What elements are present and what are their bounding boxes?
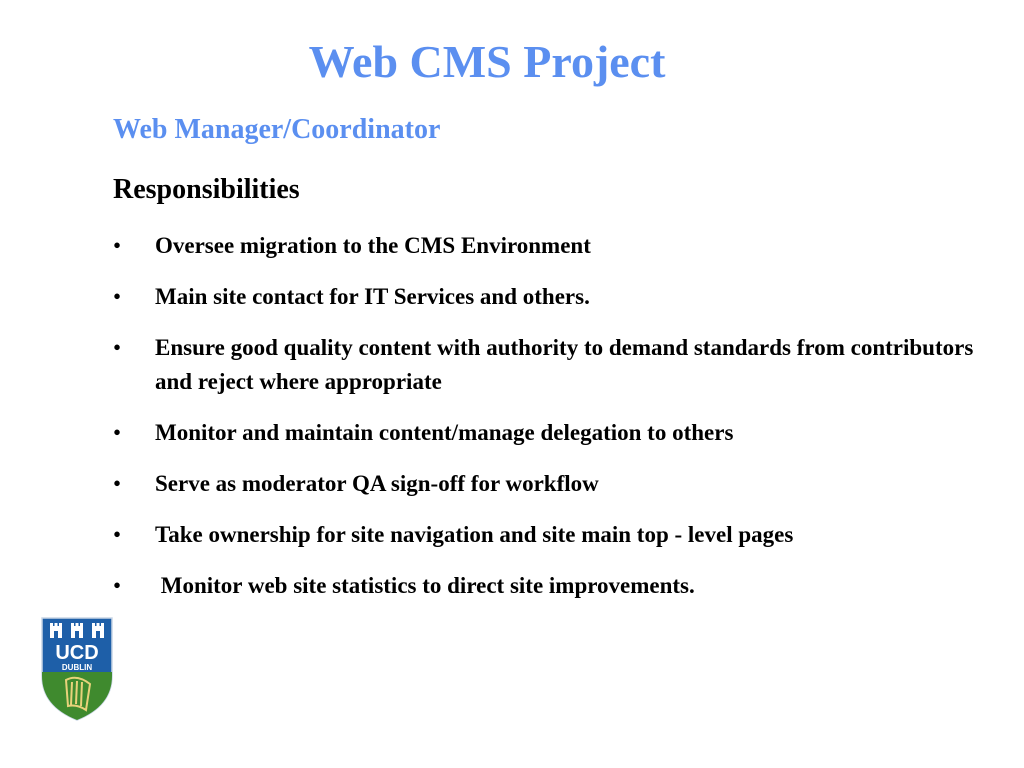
logo-text-dublin: DUBLIN bbox=[61, 663, 93, 672]
ucd-crest-icon bbox=[40, 614, 114, 722]
list-item-text: Main site contact for IT Services and others. bbox=[155, 284, 590, 309]
list-item bbox=[113, 569, 1013, 603]
slide-title: Web CMS Project bbox=[308, 36, 666, 87]
section-heading: Responsibilities bbox=[113, 174, 300, 205]
list-item bbox=[113, 331, 1013, 399]
list-item bbox=[113, 280, 1013, 314]
list-item bbox=[113, 229, 1013, 263]
ucd-logo bbox=[40, 614, 114, 722]
bullet-icon: • bbox=[113, 335, 122, 360]
bullet-icon: • bbox=[113, 420, 122, 445]
list-item bbox=[113, 416, 1013, 450]
list-item-text: Serve as moderator QA sign-off for workflow bbox=[155, 471, 599, 496]
list-item-text: Ensure good quality content with authority to demand standards from contributors and reject where appropriate bbox=[155, 335, 974, 394]
bullet-icon: • bbox=[113, 522, 122, 547]
responsibilities-list bbox=[113, 229, 1013, 620]
list-item-text: Monitor and maintain content/manage delegation to others bbox=[155, 420, 734, 445]
list-item-text: Oversee migration to the CMS Environment bbox=[155, 233, 591, 258]
list-item bbox=[113, 467, 1013, 501]
logo-text-ucd: UCD bbox=[55, 642, 99, 664]
bullet-icon: • bbox=[113, 471, 122, 496]
slide-subtitle: Web Manager/Coordinator bbox=[113, 114, 441, 145]
list-item-text: Take ownership for site navigation and site main top - level pages bbox=[155, 522, 794, 547]
list-item bbox=[113, 518, 1013, 552]
bullet-icon: • bbox=[113, 284, 122, 309]
bullet-icon: • bbox=[113, 573, 122, 598]
list-item-text: Monitor web site statistics to direct site improvements. bbox=[155, 573, 695, 598]
bullet-icon: • bbox=[113, 233, 122, 258]
